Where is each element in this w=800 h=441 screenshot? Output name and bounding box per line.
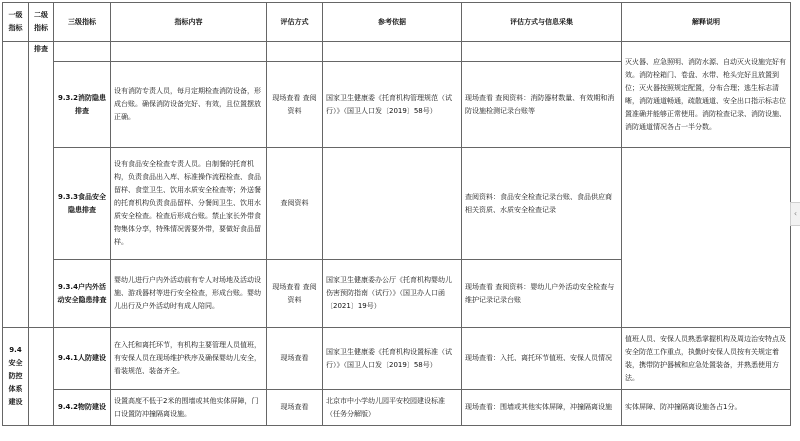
explain-cell: 值班人员、安保人员熟悉掌握机构及周边治安特点及安全防范工作重点，执勤时安保人员按有关规定着装，携带防护器械和应急处置装备，并熟悉使用方法。 [622, 328, 791, 390]
level3-cell [54, 42, 111, 62]
header-explain: 解释说明 [622, 3, 791, 42]
method-cell: 现场查看 [267, 328, 323, 390]
method-cell: 现场查看 查阅资料 [267, 260, 323, 328]
method-cell: 查阅资料 [267, 148, 323, 260]
side-scroll-handle[interactable]: ‹ [790, 202, 800, 226]
evaluation-table [2, 2, 791, 426]
header-row [3, 3, 791, 42]
basis-cell: 国家卫生健康委《托育机构管理规范（试行）》（国卫人口发〔2019〕58号） [323, 62, 462, 148]
level3-cell: 9.3.3食品安全隐患排查 [54, 148, 111, 260]
content-cell [111, 42, 267, 62]
level1-cell [3, 42, 29, 328]
basis-cell: 国家卫生健康委办公厅《托育机构婴幼儿伤害预防指南（试行）》（国卫办人口函〔2021〕19号） [323, 260, 462, 328]
method-cell [267, 42, 323, 62]
content-cell: 在入托和离托环节，有机构主要管理人员值班，有安保人员在现场维护秩序及确保婴幼儿安全，看装规范、装备齐全。 [111, 328, 267, 390]
collect-cell: 现场查看 查阅资料：婴幼儿户外活动安全检查与维护记录记录台账 [462, 260, 622, 328]
header-level2: 二级指标 [29, 3, 54, 42]
basis-cell [323, 148, 462, 260]
content-cell: 婴幼儿进行户内外活动前有专人对场地及活动设施、游戏器材等进行安全检查，形成台账。婴幼儿出行及户外活动时有成人陪同。 [111, 260, 267, 328]
level2-cell: 排查 [29, 42, 54, 328]
basis-cell [323, 42, 462, 62]
collect-cell: 现场查看：围墙或其他实体屏障，冲撞隔离设施 [462, 390, 622, 426]
header-content: 指标内容 [111, 3, 267, 42]
method-cell: 现场查看 [267, 390, 323, 426]
header-level1: 一级指标 [3, 3, 29, 42]
collect-cell: 现场查看 查阅资料：消防器材数量、有效期和消防设施检测记录台账等 [462, 62, 622, 148]
header-method: 评估方式 [267, 3, 323, 42]
collect-cell: 现场查看：入托、离托环节值班、安保人员情况 [462, 328, 622, 390]
header-basis: 参考依据 [323, 3, 462, 42]
collect-cell: 查阅资料：食品安全检查记录台账、食品供应商相关资质、水质安全检查记录 [462, 148, 622, 260]
content-cell: 设有消防专责人员，每月定期检查消防设备，形成台账。确保消防设备完好、有效，且位置摆放正确。 [111, 62, 267, 148]
table-row [3, 328, 791, 390]
explain-cell: 灭火器、应急照明、消防水源、自动灭火设施完好有效。消防栓箱门、卷盘、水带、枪头完好且放置到位；灭火器按照规定配置，分布合理；逃生标志清晰，消防通道畅通，疏散通道、安全出口指示标志位置准确并能够正常使用。消防检查记录、消防设施、消防通道情况各占一半分数。 [622, 42, 791, 148]
table-row [3, 390, 791, 426]
explain-cell: 实体屏障、防冲撞隔离设施各占1分。 [622, 390, 791, 426]
method-cell: 现场查看 查阅资料 [267, 62, 323, 148]
level3-cell: 9.4.1人防建设 [54, 328, 111, 390]
content-cell: 设有食品安全检查专责人员。自制餐的托育机构，负责食品出入库、标准操作流程检查、食品留样、食堂卫生、饮用水质安全检查等；外送餐的托育机构负责食品留样、分餐间卫生、饮用水质安全检查。检查后形成台账。禁止家长外带食物集体分享，特殊情况需要外带，要做好食品留样。 [111, 148, 267, 260]
level3-cell: 9.3.4户内外活动安全隐患排查 [54, 260, 111, 328]
header-level3: 三级指标 [54, 3, 111, 42]
level3-cell: 9.4.2物防建设 [54, 390, 111, 426]
basis-cell: 北京市中小学幼儿园平安校园建设标准（任务分解版） [323, 390, 462, 426]
table-row [3, 42, 791, 62]
level2-cell [29, 328, 54, 426]
basis-cell: 国家卫生健康委《托育机构设置标准（试行）》（国卫人口发〔2019〕58号） [323, 328, 462, 390]
table-row [3, 148, 791, 260]
collect-cell [462, 42, 622, 62]
header-collect: 评估方式与信息采集 [462, 3, 622, 42]
explain-cell [622, 148, 791, 328]
content-cell: 设置高度不低于2米的围墙或其他实体屏障，门口设置防冲撞隔离设施。 [111, 390, 267, 426]
level1-cell: 9.4安全防控体系建设 [3, 328, 29, 426]
level3-cell: 9.3.2消防隐患排查 [54, 62, 111, 148]
